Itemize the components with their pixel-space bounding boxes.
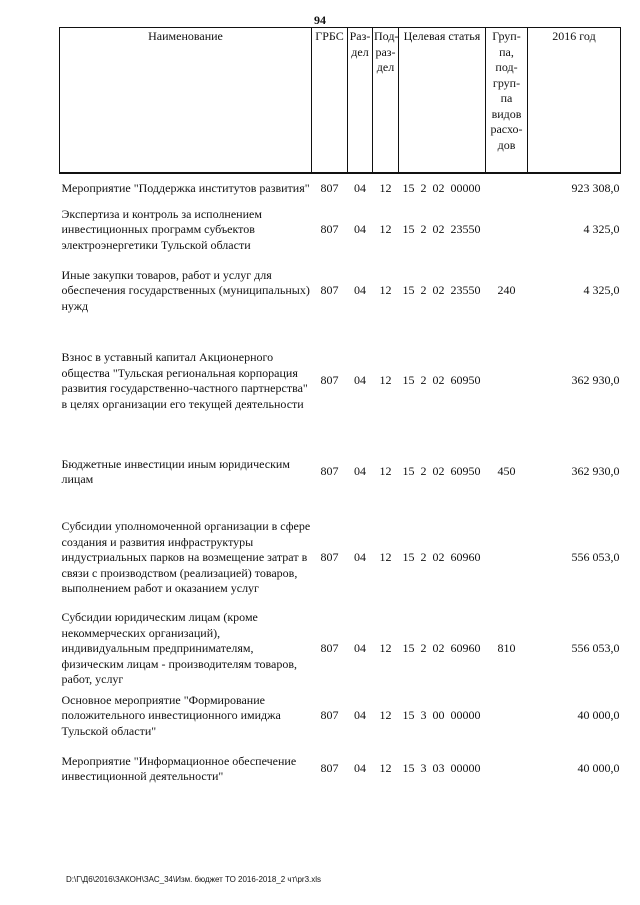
row-razdel: 04 [354, 641, 366, 656]
row-grbs: 807 [320, 222, 339, 237]
row-podrazdel: 12 [379, 373, 392, 388]
row-amount: 362 930,0 [571, 373, 620, 388]
row-article: 15 2 02 60950 [402, 464, 481, 479]
row-podrazdel: 12 [379, 222, 392, 237]
row-razdel: 04 [354, 222, 366, 237]
row-amount: 556 053,0 [571, 641, 620, 656]
table-row [60, 508, 621, 608]
row-article: 15 2 02 23550 [402, 283, 481, 298]
row-podrazdel: 12 [379, 761, 392, 776]
header-grbs: ГРБС [312, 28, 348, 174]
table-row [60, 436, 621, 508]
row-name: Субсидии уполномоченной организации в сфере создания и развития инфраструктуры индустриальных парков на возмещение затрат в связи с производством (реализацией) товаров, выполнением работ и оказанием услуг [61, 519, 311, 596]
row-group [486, 508, 528, 608]
header-group: Груп- па, под- груп- па видов расхо- дов [486, 28, 528, 174]
row-grbs: 807 [320, 550, 339, 565]
table-header-row [60, 28, 621, 174]
row-razdel: 04 [354, 708, 366, 723]
row-name: Основное мероприятие "Формирование положительного инвестиционного имиджа Тульской области" [61, 692, 281, 738]
row-group: 450 [497, 464, 516, 479]
header-name: Наименование [60, 28, 312, 174]
table-row [60, 608, 621, 690]
table-row [60, 326, 621, 436]
row-podrazdel: 12 [379, 283, 392, 298]
row-article: 15 2 02 60960 [402, 641, 481, 656]
row-amount: 4 325,0 [583, 222, 620, 237]
header-article: Целевая статья [399, 28, 486, 174]
row-razdel: 04 [354, 181, 366, 196]
row-name: Взнос в уставный капитал Акционерного общества "Тульская региональная корпорация развития государственно-частного партнерства" в целях организации его текущей деятельности [61, 350, 308, 411]
row-podrazdel: 12 [379, 550, 392, 565]
table-row [60, 742, 621, 796]
row-podrazdel: 12 [379, 641, 392, 656]
row-razdel: 04 [354, 550, 366, 565]
row-podrazdel: 12 [379, 708, 392, 723]
row-article: 15 3 03 00000 [402, 761, 481, 776]
row-article: 15 3 00 00000 [402, 708, 481, 723]
file-path-footer: D:\Г\Д6\2016\ЗАКОН\ЗАС_34\Изм. бюджет ТО 2016-2018_2 чт\pr3.xls [66, 875, 322, 884]
row-amount: 362 930,0 [571, 464, 620, 479]
row-name: Бюджетные инвестиции иным юридическим лицам [61, 456, 290, 486]
row-razdel: 04 [354, 761, 366, 776]
row-razdel: 04 [354, 373, 366, 388]
table-row [60, 690, 621, 742]
row-group: 240 [497, 283, 516, 298]
row-name: Мероприятие "Поддержка институтов развития" [61, 181, 310, 196]
row-grbs: 807 [320, 641, 339, 656]
row-podrazdel: 12 [379, 464, 392, 479]
header-amount: 2016 год [528, 28, 621, 174]
row-name: Субсидии юридическим лицам (кроме некоммерческих организаций), индивидуальным предпринимателям, физическим лицам - производителям товаров, работ, услуг [61, 610, 298, 687]
header-podrazdel: Под- раз- дел [373, 28, 399, 174]
row-grbs: 807 [320, 761, 339, 776]
budget-table [59, 27, 621, 796]
row-group [486, 742, 528, 796]
row-grbs: 807 [320, 464, 339, 479]
row-razdel: 04 [354, 283, 366, 298]
table-row [60, 173, 621, 204]
row-group: 810 [497, 641, 516, 656]
row-razdel: 04 [354, 464, 366, 479]
row-amount: 4 325,0 [583, 283, 620, 298]
page-number: 94 [314, 13, 326, 27]
row-amount: 923 308,0 [571, 181, 620, 196]
row-group [486, 690, 528, 742]
table-row [60, 256, 621, 326]
row-grbs: 807 [320, 373, 339, 388]
row-name: Мероприятие "Информационное обеспечение инвестиционной деятельности" [61, 753, 297, 783]
row-group [486, 173, 528, 204]
row-name: Экспертиза и контроль за исполнением инвестиционных программ субъектов электроэнергетики Тульской области [61, 206, 262, 252]
row-group [486, 326, 528, 436]
row-grbs: 807 [320, 283, 339, 298]
row-podrazdel: 12 [379, 181, 392, 196]
row-group [486, 204, 528, 256]
row-grbs: 807 [320, 708, 339, 723]
row-amount: 40 000,0 [577, 708, 620, 723]
row-amount: 40 000,0 [577, 761, 620, 776]
row-article: 15 2 02 60960 [402, 550, 481, 565]
row-amount: 556 053,0 [571, 550, 620, 565]
header-razdel: Раз- дел [348, 28, 373, 174]
row-article: 15 2 02 00000 [402, 181, 481, 196]
row-name: Иные закупки товаров, работ и услуг для обеспечения государственных (муниципальных) нужд [61, 267, 310, 313]
row-article: 15 2 02 60950 [402, 373, 481, 388]
table-row [60, 204, 621, 256]
row-article: 15 2 02 23550 [402, 222, 481, 237]
row-grbs: 807 [320, 181, 339, 196]
